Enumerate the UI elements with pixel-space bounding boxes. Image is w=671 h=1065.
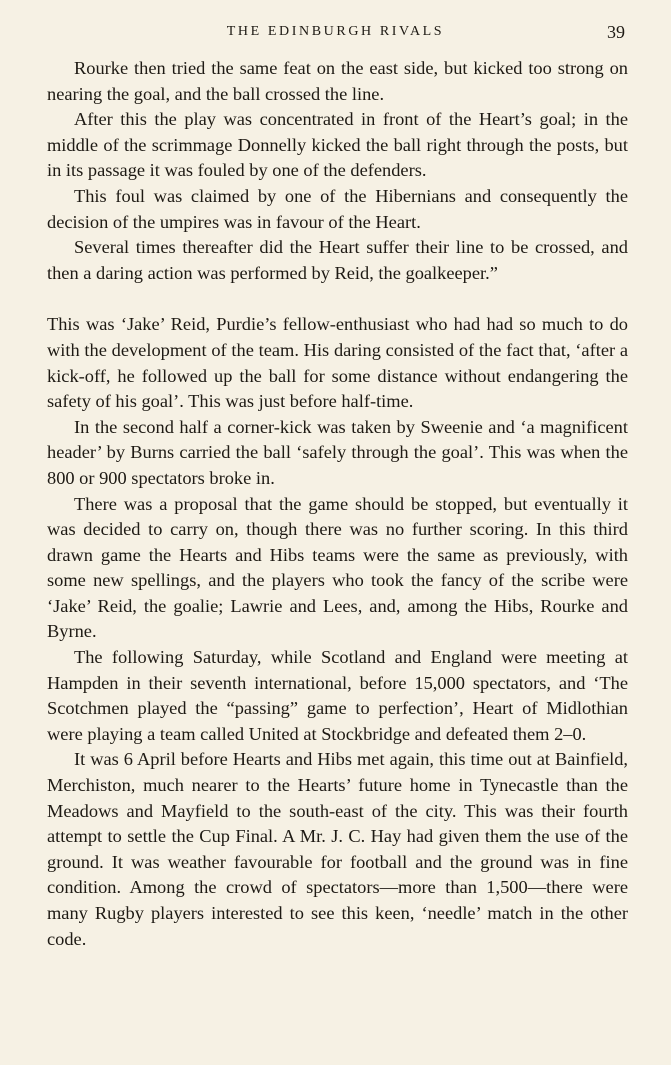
paragraph: There was a proposal that the game should be stopped, but eventually it was decided to carry on, though there was no further scoring. In this third drawn game the Hearts and Hibs teams were the same as previously, with some new spellings, and the players who took the fancy of the scribe were ‘Jake’ Reid, the goalie; Lawrie and Lees, and, among the Hibs, Rourke and Byrne.	[47, 493, 628, 642]
paragraph: This was ‘Jake’ Reid, Purdie’s fellow-enthusiast who had had so much to do with the development of the team. His daring consisted of the fact that, ‘after a kick-off, he followed up the ball for some distance without endangering the safety of his goal’. This was just before half-time.	[47, 314, 628, 412]
paragraph: It was 6 April before Hearts and Hibs met again, this time out at Bainfield, Merchiston, much nearer to the Hearts’ future home in Tynecastle than the Meadows and Mayfield to the south-east of the city. This was their fourth attempt to settle the Cup Final. A Mr. J. C. Hay had given them the use of the ground. It was weather favourable for football and the ground was in fine condition. Among the crowd of spectators—more than 1,500—there were many Rugby players interested to see this keen, ‘needle’ match in the other code.	[47, 749, 628, 949]
section-gap	[47, 286, 628, 312]
running-head	[0, 22, 671, 46]
body-text	[47, 56, 628, 952]
quoted-paragraph: This foul was claimed by one of the Hibernians and consequently the decision of the umpires was in favour of the Heart.	[47, 185, 628, 232]
running-title: THE EDINBURGH RIVALS	[226, 24, 445, 39]
quoted-paragraph: After this the play was concentrated in front of the Heart’s goal; in the middle of the scrimmage Donnelly kicked the ball right through the posts, but in its passage it was fouled by one of the defenders.	[47, 109, 628, 181]
quoted-paragraph: Rourke then tried the same feat on the east side, but kicked too strong on nearing the goal, and the ball crossed the line.	[47, 58, 628, 104]
paragraph: The following Saturday, while Scotland and England were meeting at Hampden in their seventh international, before 15,000 spectators, and ‘The Scotchmen played the “passing” game to perfection’, Heart of Midlothian were playing a team called United at Stockbridge and defeated them 2–0.	[47, 647, 628, 744]
quoted-paragraph: Several times thereafter did the Heart suffer their line to be crossed, and then a daring action was performed by Reid, the goalkeeper.”	[47, 237, 628, 283]
page-number: 39	[607, 22, 625, 42]
paragraph: In the second half a corner-kick was taken by Sweenie and ‘a magnificent header’ by Burns carried the ball ‘safely through the goal’. This was when the 800 or 900 spectators broke in.	[47, 416, 628, 488]
